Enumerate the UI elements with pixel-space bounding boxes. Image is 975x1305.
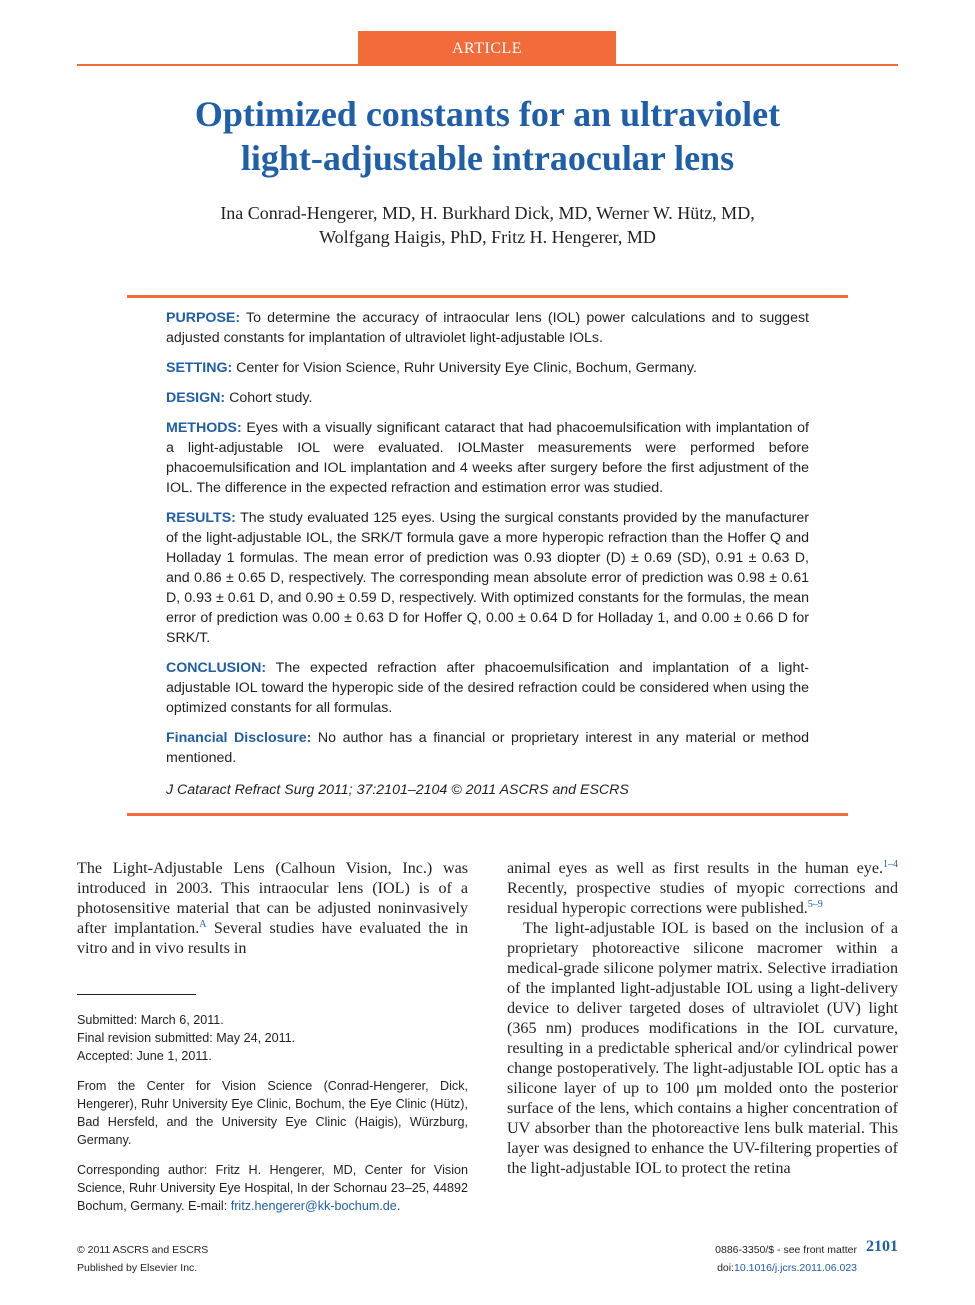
methods-text: Eyes with a visually significant cataract that had phacoemulsification with implantation of a light-adjustable IOL were evaluated. IOLMaster measurements were performed before phacoemulsification and IOL implantation and 4 weeks after surgery before the first adjustment of the IOL. The difference in the expected refraction and estimation error was studied. — [166, 420, 809, 496]
email-end: . — [396, 1199, 401, 1213]
abstract-disclosure — [166, 728, 809, 768]
abstract-purpose — [166, 308, 809, 348]
setting-text: Center for Vision Science, Ruhr University Eye Clinic, Bochum, Germany. — [232, 360, 697, 376]
reference-link-1-4[interactable]: 1–4 — [883, 859, 898, 870]
design-text: Cohort study. — [225, 390, 313, 406]
design-label: DESIGN: — [166, 390, 226, 406]
publisher-line: Published by Elsevier Inc. — [77, 1262, 198, 1274]
copyright-line: © 2011 ASCRS and ESCRS — [77, 1244, 209, 1256]
body-right-column — [507, 859, 898, 1179]
article-type-tag: ARTICLE — [358, 31, 616, 64]
page-number: 2101 — [866, 1238, 898, 1255]
conclusion-text: The expected refraction after phacoemulsification and implantation of a light-adjustable IOL toward the hyperopic side of the desired refraction could be considered when using the optimized constants for all formulas. — [166, 660, 809, 716]
methods-label: METHODS: — [166, 420, 242, 436]
disclosure-label: Financial Disclosure: — [166, 730, 312, 746]
journal-citation: J Cataract Refract Surg 2011; 37:2101–2104 © 2011 ASCRS and ESCRS — [166, 782, 629, 798]
abstract-results — [166, 508, 809, 648]
title-line-1: Optimized constants for an ultraviolet — [194, 94, 781, 134]
purpose-text: To determine the accuracy of intraocular lens (IOL) power calculations and to suggest adjusted constants for implantation of ultraviolet light-adjustable IOLs. — [166, 310, 809, 346]
abstract-design — [166, 388, 809, 408]
setting-label: SETTING: — [166, 360, 233, 376]
authors-line-2: Wolfgang Haigis, PhD, Fritz H. Hengerer, MD — [319, 227, 656, 247]
doi-line — [717, 1261, 857, 1275]
disclosure-text: No author has a financial or proprietary interest in any material or method mentioned. — [166, 730, 809, 766]
abstract-top-rule — [127, 295, 848, 298]
affiliation-note: From the Center for Vision Science (Conrad-Hengerer, Dick, Hengerer), Ruhr University Eye Clinic, Bochum, the Eye Clinic (Hütz), Bad Hersfeld, and the University Eye Clinic (Haigis), Würzburg, Germany. — [77, 1079, 468, 1147]
dates-block — [77, 1011, 468, 1065]
abstract-bottom-rule — [127, 813, 848, 816]
body-paragraph — [507, 859, 898, 919]
right-p1-text-b: Recently, prospective studies of myopic corrections and residual hyperopic corrections were published. — [507, 880, 898, 917]
left-p1-text-a: The Light-Adjustable Lens (Calhoun Vision, Inc.) was introduced in 2003. This intraocular lens (IOL) is of a photosensitive material that can be adjusted noninvasively after implantation. — [77, 860, 468, 937]
abstract — [166, 308, 809, 810]
title-line-2: light-adjustable intraocular lens — [240, 138, 735, 178]
footnote-rule — [77, 994, 196, 995]
issn-line: 0886-3350/$ - see front matter — [715, 1244, 857, 1256]
body-paragraph: The light-adjustable IOL is based on the inclusion of a proprietary photoreactive silicone macromer within a medical-grade silicone polymer matrix. Selective irradiation of the implanted light-adjustable IOL using a light-delivery device to deliver targeted doses of ultraviolet (UV) light (365 nm) produces modifications in the IOL curvature, resulting in a predictable spherical and/or cylindrical power change postoperatively. The light-adjustable IOL optic has a silicone layer of up to 100 μm molded onto the posterior surface of the lens, which contains a higher concentration of UV absorber than the photoreactive lens bulk material. This layer was designed to enhance the UV-filtering properties of the light-adjustable IOL to protect the retina — [507, 920, 898, 1177]
author-list — [77, 201, 898, 249]
corresponding-author-note — [77, 1161, 468, 1215]
reference-link-a[interactable]: A — [199, 919, 207, 930]
header-rule — [77, 64, 898, 66]
abstract-setting — [166, 358, 809, 378]
doi-label: doi: — [717, 1262, 735, 1274]
body-left-column — [77, 859, 468, 959]
doi-link[interactable]: 10.1016/j.jcrs.2011.06.023 — [734, 1262, 857, 1274]
results-text: The study evaluated 125 eyes. Using the surgical constants provided by the manufacturer of the light-adjustable IOL, the SRK/T formula gave a more hyperopic refraction than the Hoffer Q and Holladay 1 formulas. The mean error of prediction was 0.93 diopter (D) ± 0.69 (SD), 0.91 ± 0.63 D, and 0.86 ± 0.65 D, respectively. The corresponding mean absolute error of prediction was 0.98 ± 0.61 D, 0.93 ± 0.61 D, and 0.90 ± 0.59 D, respectively. With optimized constants for the formulas, the mean error of prediction was 0.00 ± 0.63 D for Hoffer Q, 0.00 ± 0.64 D for Holladay 1, and 0.00 ± 0.66 D for SRK/T. — [166, 510, 809, 646]
corresponding-text: Corresponding author: Fritz H. Hengerer, MD, Center for Vision Science, Ruhr University Eye Hospital, In der Schornau 23–25, 44892 Bochum, Germany. E-mail: — [77, 1163, 468, 1213]
article-title — [77, 92, 898, 180]
results-label: RESULTS: — [166, 510, 236, 526]
email-link[interactable]: fritz.hengerer@kk-bochum.de — [230, 1199, 397, 1213]
right-p1-text-a: animal eyes as well as first results in the human eye. — [507, 860, 883, 877]
authors-line-1: Ina Conrad-Hengerer, MD, H. Burkhard Dick, MD, Werner W. Hütz, MD, — [220, 203, 755, 223]
conclusion-label: CONCLUSION: — [166, 660, 267, 676]
left-p1-text-b: Several studies have evaluated the in vitro and in vivo results in — [77, 920, 469, 957]
final-revision-date: Final revision submitted: May 24, 2011. — [77, 1031, 296, 1045]
footnotes — [77, 1011, 468, 1227]
abstract-conclusion — [166, 658, 809, 718]
abstract-methods — [166, 418, 809, 498]
body-paragraph — [77, 859, 468, 959]
purpose-label: PURPOSE: — [166, 310, 241, 326]
reference-link-5-9[interactable]: 5–9 — [807, 899, 823, 910]
submitted-date: Submitted: March 6, 2011. — [77, 1013, 224, 1027]
accepted-date: Accepted: June 1, 2011. — [77, 1049, 212, 1063]
